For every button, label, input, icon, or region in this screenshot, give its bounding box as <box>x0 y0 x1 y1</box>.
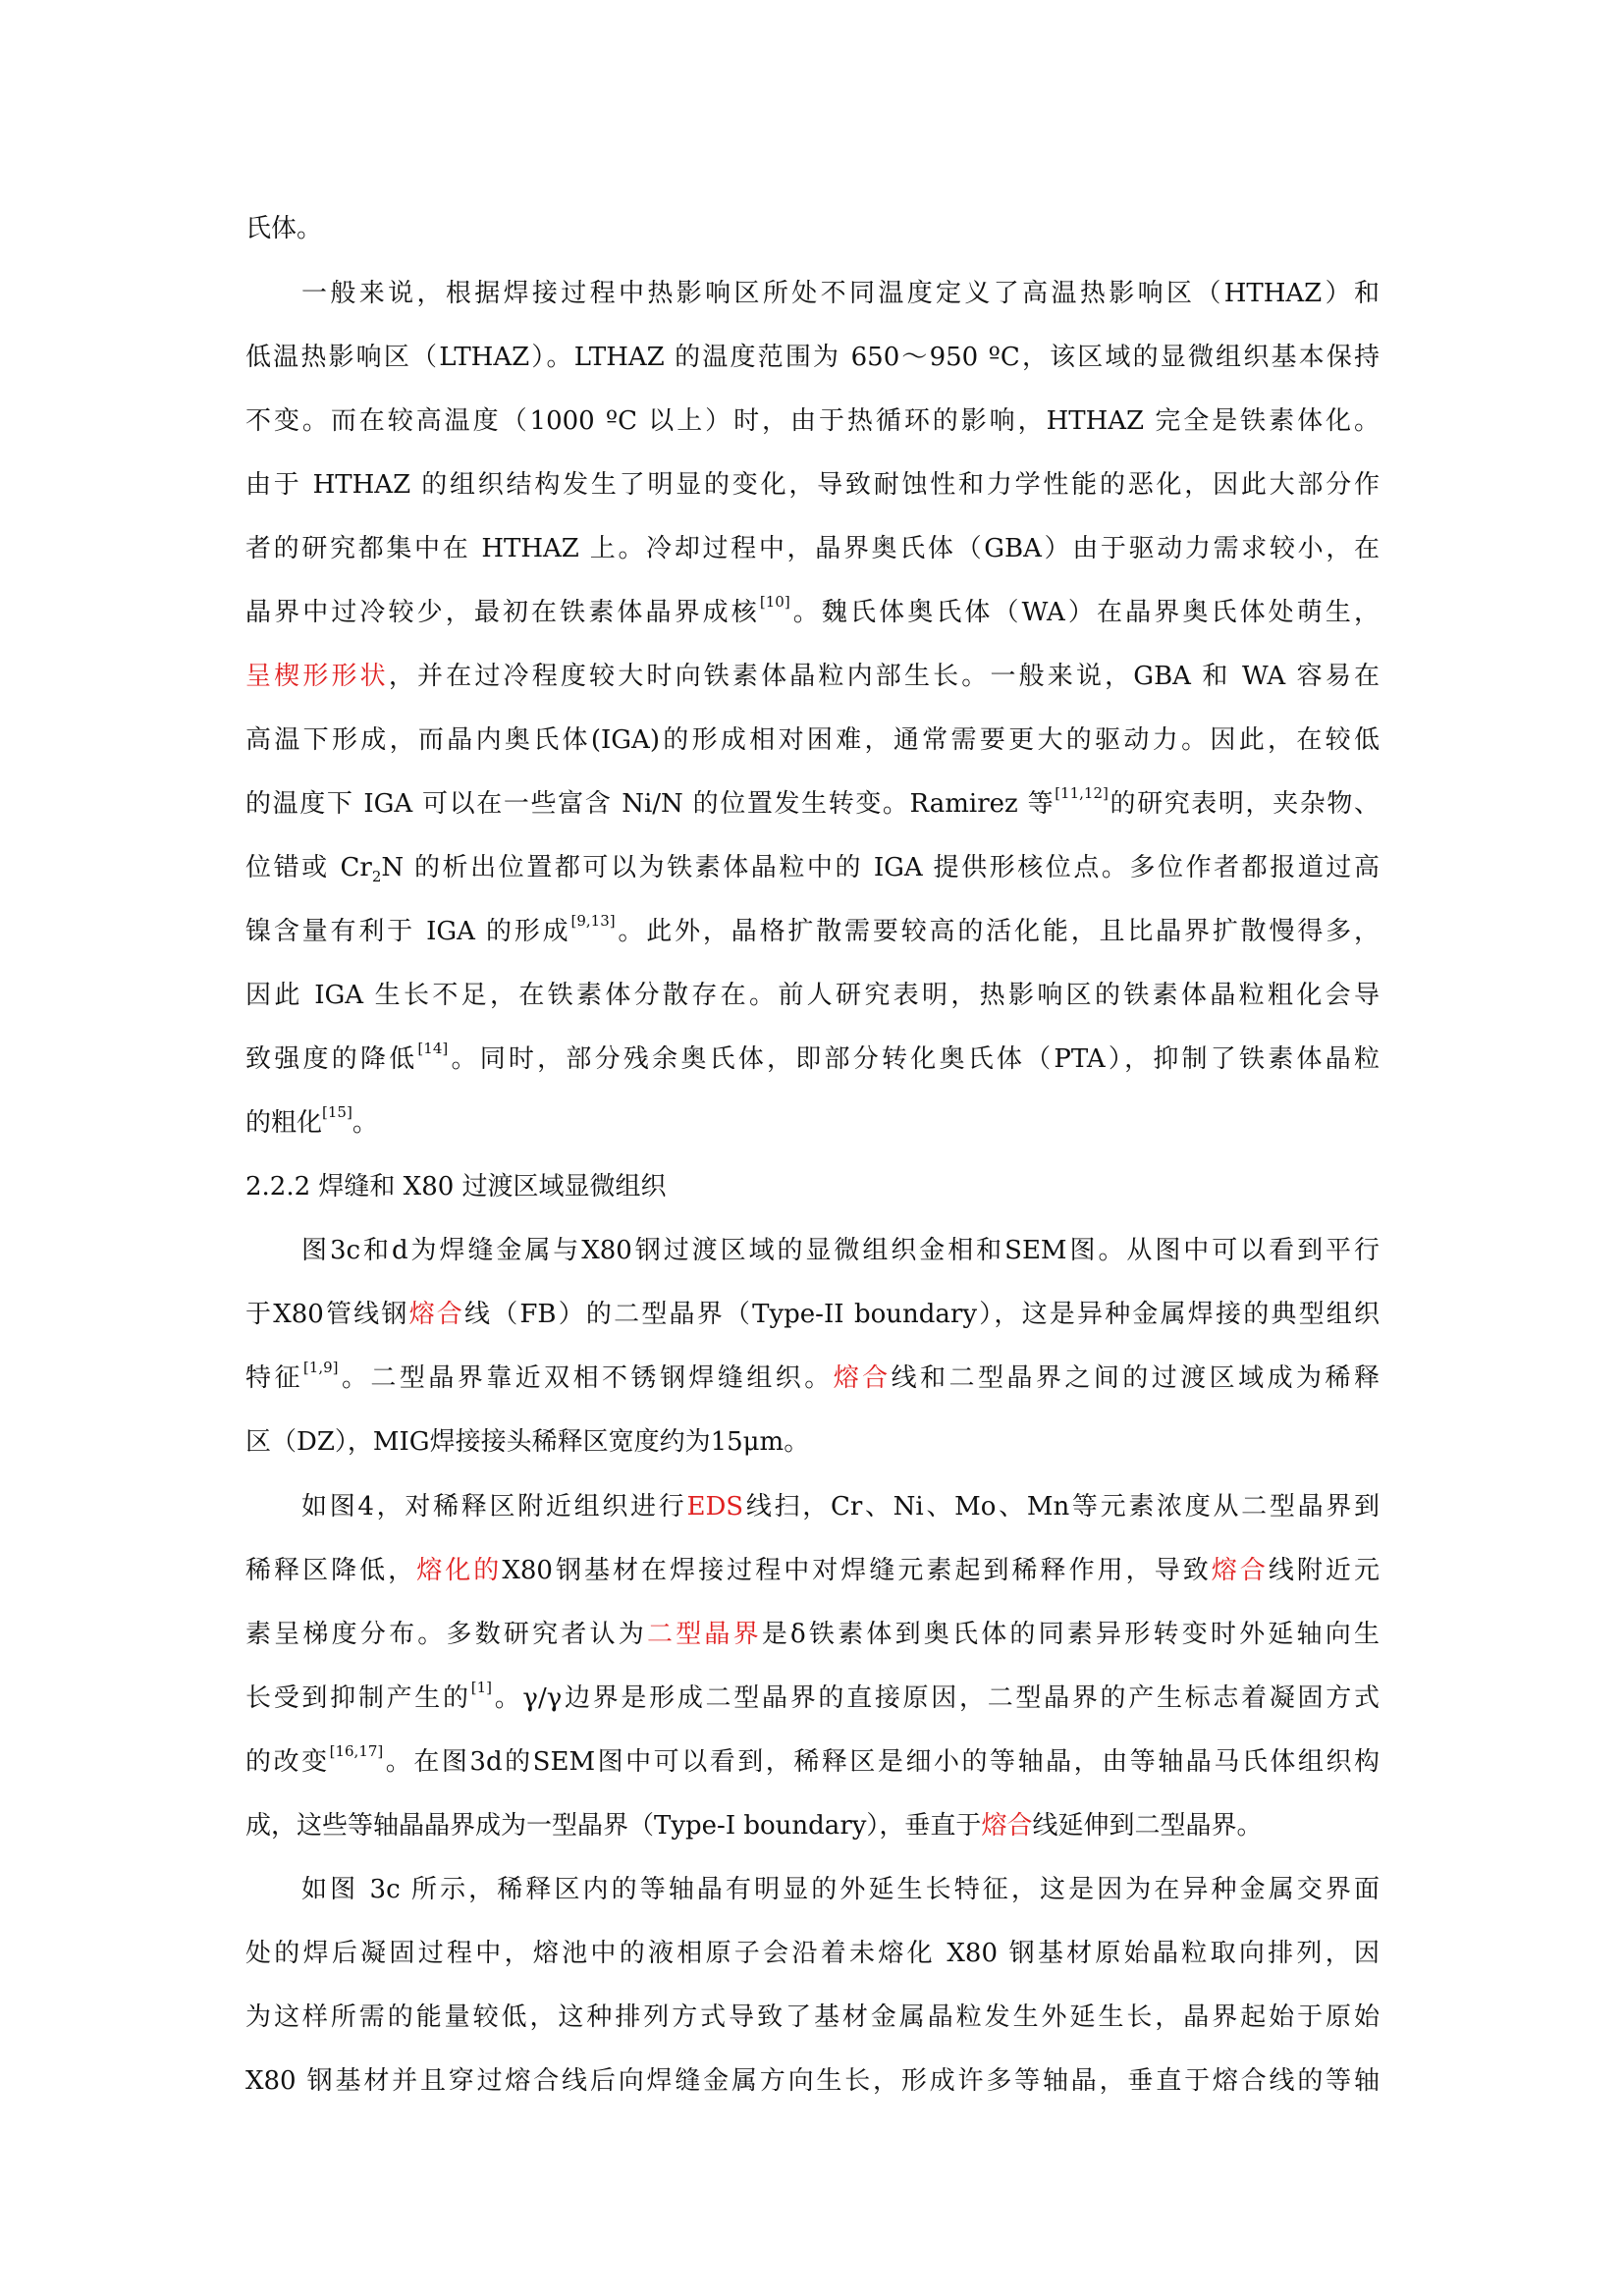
section-heading: 2.2.2 焊缝和 X80 过渡区域显微组织 <box>245 1172 667 1201</box>
paragraph-line: 因此 IGA 生长不足，在铁素体分散存在。前人研究表明，热影响区的铁素体晶粒粗化会导 <box>245 981 1380 1010</box>
paragraph-line: 素呈梯度分布。多数研究者认为二型晶界是δ铁素体到奥氏体的同素异形转变时外延轴向生 <box>245 1620 1380 1649</box>
highlighted-text: 呈楔形形状 <box>245 662 389 691</box>
paragraph-line: 晶界中过冷较少，最初在铁素体晶界成核[10]。魏氏体奥氏体（WA）在晶界奥氏体处萌生， <box>245 593 1380 627</box>
paragraph-line: 处的焊后凝固过程中，熔池中的液相原子会沿着未熔化 X80 钢基材原始晶粒取向排列，因 <box>245 1939 1380 1968</box>
paragraph-line: 为这样所需的能量较低，这种排列方式导致了基材金属晶粒发生外延生长，晶界起始于原始 <box>245 2002 1380 2032</box>
paragraph-line: 高温下形成，而晶内奥氏体(IGA)的形成相对困难，通常需要更大的驱动力。因此，在较低 <box>245 725 1380 755</box>
paragraph-line: 一般来说，根据焊接过程中热影响区所处不同温度定义了高温热影响区（HTHAZ）和 <box>301 279 1380 308</box>
paragraph-line: 镍含量有利于 IGA 的形成[9,13]。此外，晶格扩散需要较高的活化能，且比晶界扩散慢得多， <box>245 912 1380 946</box>
highlighted-text: 熔化的 <box>416 1556 503 1585</box>
highlighted-text: 熔合 <box>833 1363 892 1393</box>
paragraph-line: 如图 3c 所示，稀释区内的等轴晶有明显的外延生长特征，这是因为在异种金属交界面 <box>301 1875 1380 1904</box>
paragraph-line: 由于 HTHAZ 的组织结构发生了明显的变化，导致耐蚀性和力学性能的恶化，因此大部分作 <box>245 470 1380 500</box>
paragraph-line: 的温度下 IGA 可以在一些富含 Ni/N 的位置发生转变。Ramirez 等[11,12]的研究表明，夹杂物、 <box>245 784 1380 819</box>
paragraph-line: X80 钢基材并且穿过熔合线后向焊缝金属方向生长，形成许多等轴晶，垂直于熔合线的等轴 <box>245 2066 1380 2096</box>
paragraph-line: 位错或 $Cr_2N$ 的析出位置都可以为铁素体晶粒中的 IGA 提供形核位点。多位作者都报道过高 <box>245 853 1380 886</box>
highlighted-text: 二型晶界 <box>646 1620 762 1649</box>
highlighted-text: 熔合 <box>408 1300 464 1329</box>
paragraph-line: 致强度的降低[14]。同时，部分残余奥氏体，即部分转化奥氏体（PTA），抑制了铁素体晶粒 <box>245 1040 1380 1074</box>
citation-ref[interactable]: [14] <box>417 1040 449 1058</box>
paragraph-line: 低温热影响区（LTHAZ）。LTHAZ 的温度范围为 650～950 ºC，该区域的显微组织基本保持 <box>245 343 1380 372</box>
paragraph-line: 呈楔形形状，并在过冷程度较大时向铁素体晶粒内部生长。一般来说，GBA 和 WA 容易在 <box>245 662 1380 691</box>
paragraph-line: 如图4，对稀释区附近组织进行EDS线扫，Cr、Ni、Mo、Mn等元素浓度从二型晶界到 <box>301 1492 1380 1522</box>
citation-ref[interactable]: [11,12] <box>1055 784 1109 803</box>
highlighted-text: 熔合 <box>1211 1556 1269 1585</box>
citation-ref[interactable]: [1] <box>470 1679 492 1697</box>
paragraph-line: 图3c和d为焊缝金属与X80钢过渡区域的显微组织金相和SEM图。从图中可以看到平行 <box>301 1236 1380 1265</box>
paragraph-line: 的改变[16,17]。在图3d的SEM图中可以看到，稀释区是细小的等轴晶，由等轴晶马氏体组织构 <box>245 1742 1380 1777</box>
citation-ref[interactable]: [16,17] <box>329 1742 384 1761</box>
paragraph-line: 区（DZ），MIG焊接接头稀释区宽度约为15μm。 <box>245 1427 810 1457</box>
citation-ref[interactable]: [9,13] <box>570 912 616 931</box>
paragraph-line: 氏体。 <box>245 214 323 243</box>
paragraph-line: 特征[1,9]。二型晶界靠近双相不锈钢焊缝组织。熔合线和二型晶界之间的过渡区域成为稀释 <box>245 1359 1380 1393</box>
paragraph-line: 稀释区降低，熔化的X80钢基材在焊接过程中对焊缝元素起到稀释作用，导致熔合线附近元 <box>245 1556 1380 1585</box>
paragraph-line: 成，这些等轴晶晶界成为一型晶界（Type-I boundary），垂直于熔合线延伸到二型晶界。 <box>245 1811 1263 1841</box>
paragraph-line: 不变。而在较高温度（1000 ºC 以上）时，由于热循环的影响，HTHAZ 完全是铁素体化。 <box>245 406 1380 436</box>
highlighted-text: EDS <box>686 1492 744 1522</box>
paragraph-line: 于X80管线钢熔合线（FB）的二型晶界（Type-II boundary），这是异种金属焊接的典型组织 <box>245 1300 1380 1329</box>
citation-ref[interactable]: [10] <box>759 593 790 612</box>
paragraph-line: 的粗化[15]。 <box>245 1103 378 1138</box>
citation-ref[interactable]: [1,9] <box>302 1359 339 1377</box>
paragraph-line: 者的研究都集中在 HTHAZ 上。冷却过程中，晶界奥氏体（GBA）由于驱动力需求较小，在 <box>245 534 1380 563</box>
highlighted-text: 熔合 <box>981 1811 1033 1841</box>
citation-ref[interactable]: [15] <box>322 1103 352 1122</box>
paragraph-line: 长受到抑制产生的[1]。γ/γ边界是形成二型晶界的直接原因，二型晶界的产生标志着凝固方式 <box>245 1679 1380 1713</box>
